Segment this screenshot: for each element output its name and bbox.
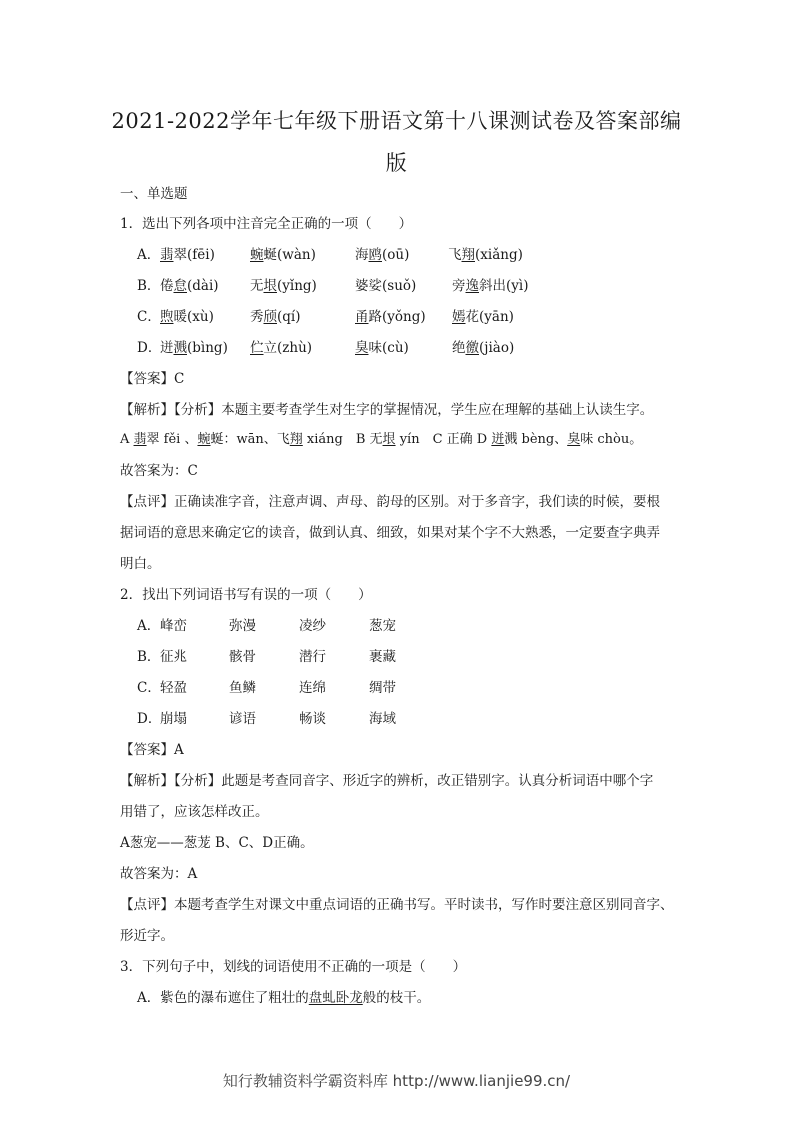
q1-d-item-1: 迸溅(bìng) bbox=[160, 340, 228, 356]
q1-comment-line-2: 据词语的意思来确定它的读音，做到认真、细致，如果对某个字不大熟悉，一定要查字典弄 bbox=[120, 525, 660, 541]
q2-stem: 2．找出下列词语书写有误的一项（ ） bbox=[120, 587, 372, 603]
page-title bbox=[100, 100, 693, 184]
q1-a-item-2: 蜿蜒(wàn) bbox=[250, 247, 316, 263]
q2-conclusion: 故答案为：A bbox=[120, 866, 198, 882]
q2-a-word-1: 峰峦 bbox=[160, 618, 187, 634]
q2-c-word-2: 鱼鳞 bbox=[229, 680, 256, 696]
q2-a-word-4: 葱宠 bbox=[369, 618, 396, 634]
q2-a-word-3: 凌纱 bbox=[299, 618, 326, 634]
q1-d-item-2: 伫立(zhù) bbox=[250, 340, 313, 356]
q1-b-item-3: 婆娑(suǒ) bbox=[355, 278, 417, 294]
q2-option-c-letter: C． bbox=[137, 680, 161, 696]
q1-d-item-3: 臭味(cù) bbox=[355, 340, 409, 356]
q1-stem: 1．选出下列各项中注音完全正确的一项（ ） bbox=[120, 216, 413, 232]
q2-c-word-4: 绸带 bbox=[369, 680, 396, 696]
q1-conclusion: 故答案为：C bbox=[120, 463, 198, 479]
q1-b-item-2: 无垠(yǐng) bbox=[250, 278, 317, 294]
q2-a-word-2: 弥漫 bbox=[229, 618, 256, 634]
q2-c-word-3: 连绵 bbox=[299, 680, 326, 696]
q2-d-word-1: 崩塌 bbox=[160, 711, 187, 727]
q2-b-word-4: 裹藏 bbox=[369, 649, 396, 665]
q1-a-item-3: 海鸥(oū) bbox=[355, 247, 410, 263]
q2-b-word-1: 征兆 bbox=[160, 649, 187, 665]
q2-comment-line-1: 【点评】本题考查学生对课文中重点词语的正确书写。平时读书，写作时要注意区别同音字、 bbox=[120, 897, 674, 913]
q2-option-d-letter: D． bbox=[137, 711, 162, 727]
q3-stem: 3．下列句子中，划线的词语使用不正确的一项是（ ） bbox=[120, 959, 467, 975]
q1-d-item-4: 绝徼(jiào) bbox=[452, 340, 515, 356]
q1-c-item-2: 秀颀(qí) bbox=[250, 309, 301, 325]
q1-a-item-4: 飞翔(xiǎng) bbox=[448, 247, 523, 263]
q2-analysis-line-1: 【解析】【分析】此题是考查同音字、形近字的辨析，改正错别字。认真分析词语中哪个字 bbox=[120, 773, 654, 789]
q1-option-a-letter: A． bbox=[137, 247, 161, 263]
q1-c-item-4: 嫣花(yān) bbox=[452, 309, 514, 325]
q1-option-d-letter: D． bbox=[137, 340, 162, 356]
q1-comment-line-3: 明白。 bbox=[120, 556, 161, 572]
q2-b-word-2: 骸骨 bbox=[229, 649, 256, 665]
q3-option-a: A．紫色的瀑布遮住了粗壮的盘虬卧龙般的枝干。 bbox=[137, 990, 431, 1006]
q1-b-item-1: 倦怠(dài) bbox=[160, 278, 219, 294]
q1-analysis: 【解析】【分析】本题主要考查学生对生字的掌握情况，学生应在理解的基础上认读生字。 bbox=[120, 402, 654, 418]
q1-a-item-1: 翡翠(fēi) bbox=[160, 247, 215, 263]
q1-option-b-letter: B． bbox=[137, 278, 161, 294]
section-heading: 一、单选题 bbox=[120, 186, 188, 202]
q1-c-item-1: 煦暖(xù) bbox=[160, 309, 214, 325]
q1-b-item-4: 旁逸斜出(yì) bbox=[452, 278, 529, 294]
q2-option-b-letter: B． bbox=[137, 649, 161, 665]
q2-analysis-line-2: 用错了，应该怎样改正。 bbox=[120, 804, 269, 820]
q2-answer: 【答案】A bbox=[120, 742, 184, 758]
q2-c-word-1: 轻盈 bbox=[160, 680, 187, 696]
q2-option-a-letter: A． bbox=[137, 618, 161, 634]
q1-detail: A 翡翠 fěi 、蜿蜒：wān、飞翔 xiáng B 无垠 yín C 正确 D 迸溅 bèng、臭味 chòu。 bbox=[120, 432, 643, 447]
q2-detail: A葱宠——葱茏 B、C、D正确。 bbox=[120, 835, 314, 851]
title-line-2: 版 bbox=[385, 151, 408, 175]
q1-c-item-3: 甬路(yǒng) bbox=[355, 309, 426, 325]
q1-answer: 【答案】C bbox=[120, 371, 185, 387]
footer-watermark: 知行教辅资料学霸资料库 http://www.lianjie99.cn/ bbox=[222, 1072, 571, 1090]
q2-d-word-3: 畅谈 bbox=[299, 711, 326, 727]
q2-d-word-4: 海域 bbox=[369, 711, 396, 727]
q2-comment-line-2: 形近字。 bbox=[120, 928, 174, 944]
q1-option-c-letter: C． bbox=[137, 309, 161, 325]
q2-d-word-2: 谚语 bbox=[229, 711, 256, 727]
q1-comment-line-1: 【点评】正确读准字音，注意声调、声母、韵母的区别。对于多音字，我们读的时候，要根 bbox=[120, 494, 660, 510]
title-line-1: 2021-2022学年七年级下册语文第十八课测试卷及答案部编 bbox=[111, 109, 682, 133]
q2-b-word-3: 潜行 bbox=[299, 649, 326, 665]
